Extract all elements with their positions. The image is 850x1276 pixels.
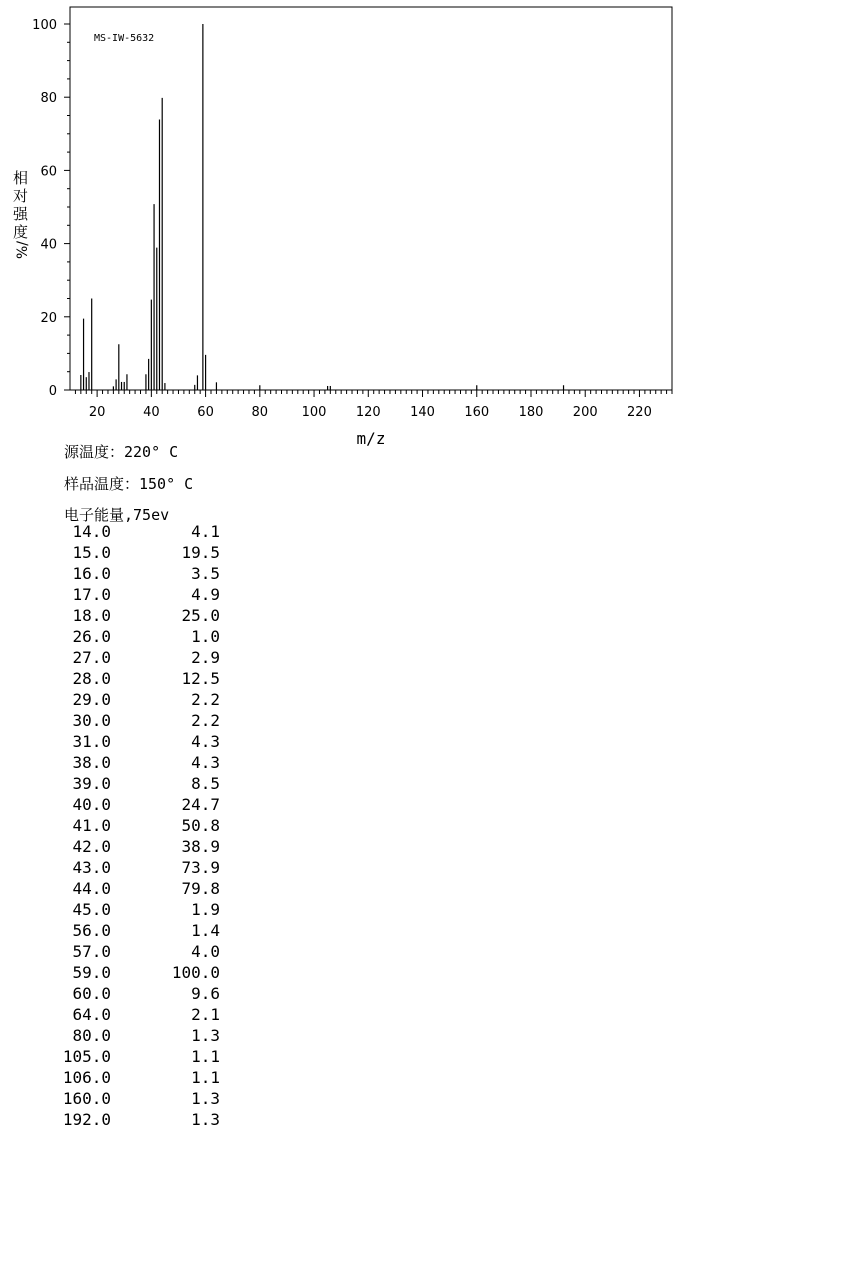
y-tick-label: 0	[48, 384, 57, 399]
peak-abundance: 12.5	[181, 669, 220, 688]
table-row	[56, 647, 236, 668]
peak-mz: 43.0	[72, 858, 111, 877]
peak-mz: 44.0	[72, 879, 111, 898]
y-tick-label: 100	[32, 18, 57, 33]
peak-abundance: 79.8	[181, 879, 220, 898]
y-tick-label: 60	[40, 164, 57, 180]
x-tick-label: 160	[464, 405, 490, 420]
peak-mz: 26.0	[72, 627, 111, 646]
table-row	[56, 752, 236, 773]
peak-abundance: 38.9	[181, 837, 220, 856]
peak-abundance: 1.3	[191, 1026, 220, 1045]
peak-mz: 57.0	[72, 942, 111, 961]
table-row	[56, 689, 236, 710]
electron-energy: 电子能量,75ev	[64, 506, 170, 524]
peak-table	[56, 521, 236, 1130]
peak-abundance: 2.2	[191, 711, 220, 730]
table-row	[56, 668, 236, 689]
peak-abundance: 24.7	[181, 795, 220, 814]
peak-abundance: 1.0	[191, 627, 220, 646]
peak-mz: 28.0	[72, 669, 111, 688]
table-row	[56, 605, 236, 626]
peak-mz: 39.0	[72, 774, 111, 793]
peak-abundance: 2.9	[191, 648, 220, 667]
peak-abundance: 4.1	[191, 522, 220, 541]
x-tick-label: 200	[572, 405, 598, 420]
y-tick-label: 80	[40, 91, 57, 107]
peak-mz: 60.0	[72, 984, 111, 1003]
y-tick-label: 20	[40, 310, 57, 326]
table-row	[56, 626, 236, 647]
peak-abundance: 73.9	[181, 858, 220, 877]
peak-abundance: 1.1	[191, 1068, 220, 1087]
peak-mz: 38.0	[72, 753, 111, 772]
table-row	[56, 773, 236, 794]
peak-mz: 27.0	[72, 648, 111, 667]
table-row	[56, 731, 236, 752]
peak-mz: 192.0	[62, 1110, 111, 1129]
plot-frame	[70, 7, 672, 390]
peak-abundance: 1.3	[191, 1110, 220, 1129]
table-row	[56, 899, 236, 920]
table-row	[56, 1067, 236, 1088]
peak-mz: 40.0	[72, 795, 111, 814]
mass-spectrum-chart	[0, 0, 850, 460]
y-tick-label: 40	[40, 237, 57, 253]
y-label-char-3: 强	[13, 205, 29, 223]
x-tick-label: 140	[410, 405, 435, 420]
peak-abundance: 100.0	[171, 963, 220, 982]
y-axis	[32, 18, 70, 399]
table-row	[56, 1109, 236, 1130]
table-row	[56, 857, 236, 878]
peak-mz: 15.0	[72, 543, 111, 562]
table-row	[56, 941, 236, 962]
peak-mz: 41.0	[72, 816, 111, 835]
table-row	[56, 1004, 236, 1025]
peak-mz: 29.0	[72, 690, 111, 709]
peak-abundance: 4.3	[191, 753, 220, 772]
peak-mz: 105.0	[62, 1047, 111, 1066]
y-label-unit: %/	[15, 240, 31, 259]
table-row	[56, 710, 236, 731]
x-axis	[75, 390, 672, 420]
peak-abundance: 4.3	[191, 732, 220, 751]
peak-abundance: 25.0	[181, 606, 220, 625]
chart-annotation: MS-IW-5632	[94, 33, 155, 44]
y-axis-label	[13, 169, 31, 259]
y-label-char-2: 对	[13, 187, 29, 205]
source-temperature: 源温度：220° C	[64, 443, 179, 461]
x-axis-label: m/z	[356, 429, 386, 448]
peak-mz: 30.0	[72, 711, 111, 730]
x-tick-label: 20	[88, 405, 106, 420]
peak-mz: 80.0	[72, 1026, 111, 1045]
peak-abundance: 2.1	[191, 1005, 220, 1024]
peak-mz: 45.0	[72, 900, 111, 919]
x-tick-label: 180	[518, 405, 544, 420]
peak-abundance: 2.2	[191, 690, 220, 709]
peak-mz: 56.0	[72, 921, 111, 940]
y-label-char-1: 相	[13, 169, 29, 187]
peak-mz: 59.0	[72, 963, 111, 982]
table-row	[56, 1046, 236, 1067]
peak-mz: 106.0	[62, 1068, 111, 1087]
peak-abundance: 1.3	[191, 1089, 220, 1108]
x-tick-label: 100	[301, 405, 327, 420]
table-row	[56, 983, 236, 1004]
y-label-char-4: 度	[13, 223, 29, 241]
peak-abundance: 1.4	[191, 921, 220, 940]
peak-abundance: 8.5	[191, 774, 220, 793]
x-tick-label: 80	[251, 405, 269, 420]
x-tick-label: 120	[355, 405, 381, 420]
peak-abundance: 1.1	[191, 1047, 220, 1066]
peak-mz: 160.0	[62, 1089, 111, 1108]
sample-temperature: 样品温度：150° C	[64, 475, 194, 493]
peak-abundance: 9.6	[191, 984, 220, 1003]
table-row	[56, 878, 236, 899]
table-row	[56, 920, 236, 941]
table-row	[56, 962, 236, 983]
table-row	[56, 815, 236, 836]
peak-abundance: 3.5	[191, 564, 220, 583]
table-row	[56, 836, 236, 857]
peak-mz: 64.0	[72, 1005, 111, 1024]
table-row	[56, 584, 236, 605]
table-row	[56, 521, 236, 542]
peak-abundance: 50.8	[181, 816, 220, 835]
peak-bars	[81, 24, 564, 390]
table-row	[56, 794, 236, 815]
peak-abundance: 1.9	[191, 900, 220, 919]
peak-mz: 17.0	[72, 585, 111, 604]
peak-mz: 31.0	[72, 732, 111, 751]
table-row	[56, 1025, 236, 1046]
x-tick-label: 60	[197, 405, 214, 420]
peak-abundance: 19.5	[181, 543, 220, 562]
peak-mz: 16.0	[72, 564, 111, 583]
table-row	[56, 1088, 236, 1109]
x-tick-label: 40	[143, 405, 160, 420]
peak-mz: 14.0	[72, 522, 111, 541]
peak-mz: 18.0	[72, 606, 111, 625]
x-tick-label: 220	[627, 405, 652, 420]
peak-abundance: 4.9	[191, 585, 220, 604]
table-row	[56, 542, 236, 563]
peak-mz: 42.0	[72, 837, 111, 856]
peak-abundance: 4.0	[191, 942, 220, 961]
table-row	[56, 563, 236, 584]
